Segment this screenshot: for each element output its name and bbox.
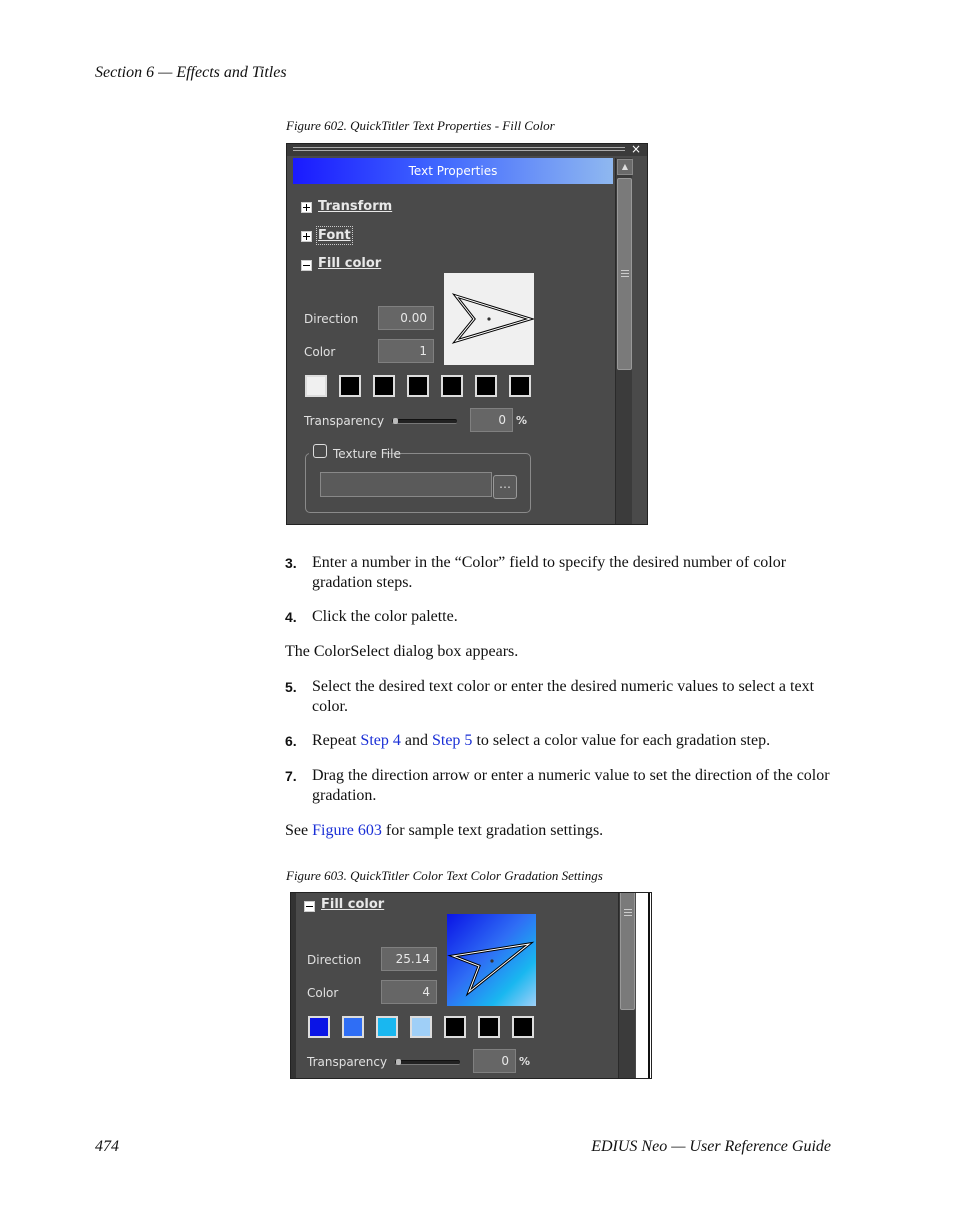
section-font[interactable]: Font <box>318 228 351 243</box>
scroll-up-icon[interactable]: ▲ <box>617 159 633 175</box>
step-text: Select the desired text color or enter the desired numeric values to select a text color. <box>312 678 815 715</box>
color-swatch[interactable] <box>308 1016 330 1038</box>
color-swatch[interactable] <box>512 1016 534 1038</box>
fill-color-panel <box>290 892 652 1079</box>
percent-sign: % <box>516 414 528 427</box>
see-post: for sample text gradation settings. <box>381 822 604 839</box>
panel-right-edge <box>648 893 650 1078</box>
transparency-input[interactable]: 0 <box>470 408 513 432</box>
transparency-label: Transparency <box>304 414 385 428</box>
color-label: Color <box>304 345 336 359</box>
arrow-center-dot <box>487 317 490 320</box>
step-text-mid: and <box>400 732 432 749</box>
direction-label: Direction <box>307 953 362 967</box>
list-item <box>285 731 845 751</box>
figure-602-caption: Figure 602. QuickTitler Text Properties - Fill Color <box>286 118 555 133</box>
vertical-scrollbar[interactable] <box>618 893 635 1078</box>
color-swatch[interactable] <box>305 375 327 397</box>
color-swatch[interactable] <box>478 1016 500 1038</box>
vertical-scrollbar[interactable] <box>615 158 632 524</box>
transparency-label: Transparency <box>307 1055 388 1069</box>
step-text-post: to select a color value for each gradation step. <box>472 732 771 749</box>
browse-button[interactable]: … <box>493 475 517 499</box>
direction-input[interactable]: 25.14 <box>381 947 437 971</box>
link-step-5[interactable]: Step 5 <box>431 732 473 749</box>
step-number: 7. <box>285 768 297 784</box>
list-item <box>285 553 845 593</box>
page-number: 474 <box>95 1138 119 1155</box>
percent-sign: % <box>519 1055 531 1068</box>
list-item <box>285 766 845 806</box>
texture-file-checkbox[interactable] <box>313 444 327 458</box>
color-swatch[interactable] <box>407 375 429 397</box>
color-swatch[interactable] <box>441 375 463 397</box>
text-properties-panel <box>286 143 648 525</box>
step-text-pre: Repeat <box>312 732 361 749</box>
direction-preview[interactable] <box>444 273 534 365</box>
step-number: 6. <box>285 733 297 749</box>
color-steps-input[interactable]: 4 <box>381 980 437 1004</box>
texture-file-label: Texture File <box>333 447 401 461</box>
step-text: Click the color palette. <box>312 608 458 625</box>
step-number: 5. <box>285 679 297 695</box>
panel-title: Text Properties <box>293 158 613 184</box>
transparency-slider-knob[interactable] <box>393 418 398 424</box>
collapse-minus-icon[interactable] <box>304 901 315 912</box>
step-text <box>312 731 845 751</box>
paragraph-see-figure <box>285 821 603 841</box>
scroll-thumb[interactable] <box>617 178 632 370</box>
list-item <box>285 607 845 627</box>
color-swatch[interactable] <box>475 375 497 397</box>
list-item <box>285 677 845 717</box>
color-swatch[interactable] <box>376 1016 398 1038</box>
section-header: Section 6 — Effects and Titles <box>95 64 287 81</box>
direction-input[interactable]: 0.00 <box>378 306 434 330</box>
close-icon[interactable]: × <box>630 143 641 156</box>
expand-plus-icon[interactable] <box>301 202 312 213</box>
panel-left-edge <box>291 893 296 1078</box>
scroll-thumb[interactable] <box>620 892 635 1010</box>
paragraph-colorselect: The ColorSelect dialog box appears. <box>285 643 519 660</box>
step-text: Drag the direction arrow or enter a numeric value to set the direction of the color gradation. <box>312 767 830 804</box>
color-steps-input[interactable]: 1 <box>378 339 434 363</box>
color-swatch[interactable] <box>373 375 395 397</box>
color-swatch[interactable] <box>444 1016 466 1038</box>
section-transform[interactable]: Transform <box>318 199 393 214</box>
expand-plus-icon[interactable] <box>301 231 312 242</box>
direction-preview[interactable] <box>447 914 536 1006</box>
step-text: Enter a number in the “Color” field to specify the desired number of color gradation steps. <box>312 554 787 591</box>
texture-path-input[interactable] <box>320 472 492 497</box>
direction-label: Direction <box>304 312 359 326</box>
color-swatch[interactable] <box>509 375 531 397</box>
collapse-minus-icon[interactable] <box>301 260 312 271</box>
texture-file-legend <box>309 442 401 461</box>
arrow-center-dot <box>490 959 493 962</box>
transparency-slider-knob[interactable] <box>396 1059 401 1065</box>
figure-603-caption: Figure 603. QuickTitler Color Text Color Gradation Settings <box>286 868 603 883</box>
guide-title: EDIUS Neo — User Reference Guide <box>591 1138 831 1155</box>
section-fill-color[interactable]: Fill color <box>321 897 385 912</box>
step-number: 3. <box>285 555 297 571</box>
link-step-4[interactable]: Step 4 <box>360 732 401 749</box>
transparency-input[interactable]: 0 <box>473 1049 516 1073</box>
color-swatch[interactable] <box>339 375 361 397</box>
link-figure-603[interactable]: Figure 603 <box>312 822 382 839</box>
color-swatch[interactable] <box>410 1016 432 1038</box>
section-fill-color[interactable]: Fill color <box>318 256 382 271</box>
transparency-slider[interactable] <box>395 1060 460 1065</box>
see-pre: See <box>285 822 313 839</box>
transparency-slider[interactable] <box>392 419 457 424</box>
color-label: Color <box>307 986 339 1000</box>
panel-grip-bar <box>287 144 647 156</box>
color-swatch[interactable] <box>342 1016 364 1038</box>
step-number: 4. <box>285 609 297 625</box>
